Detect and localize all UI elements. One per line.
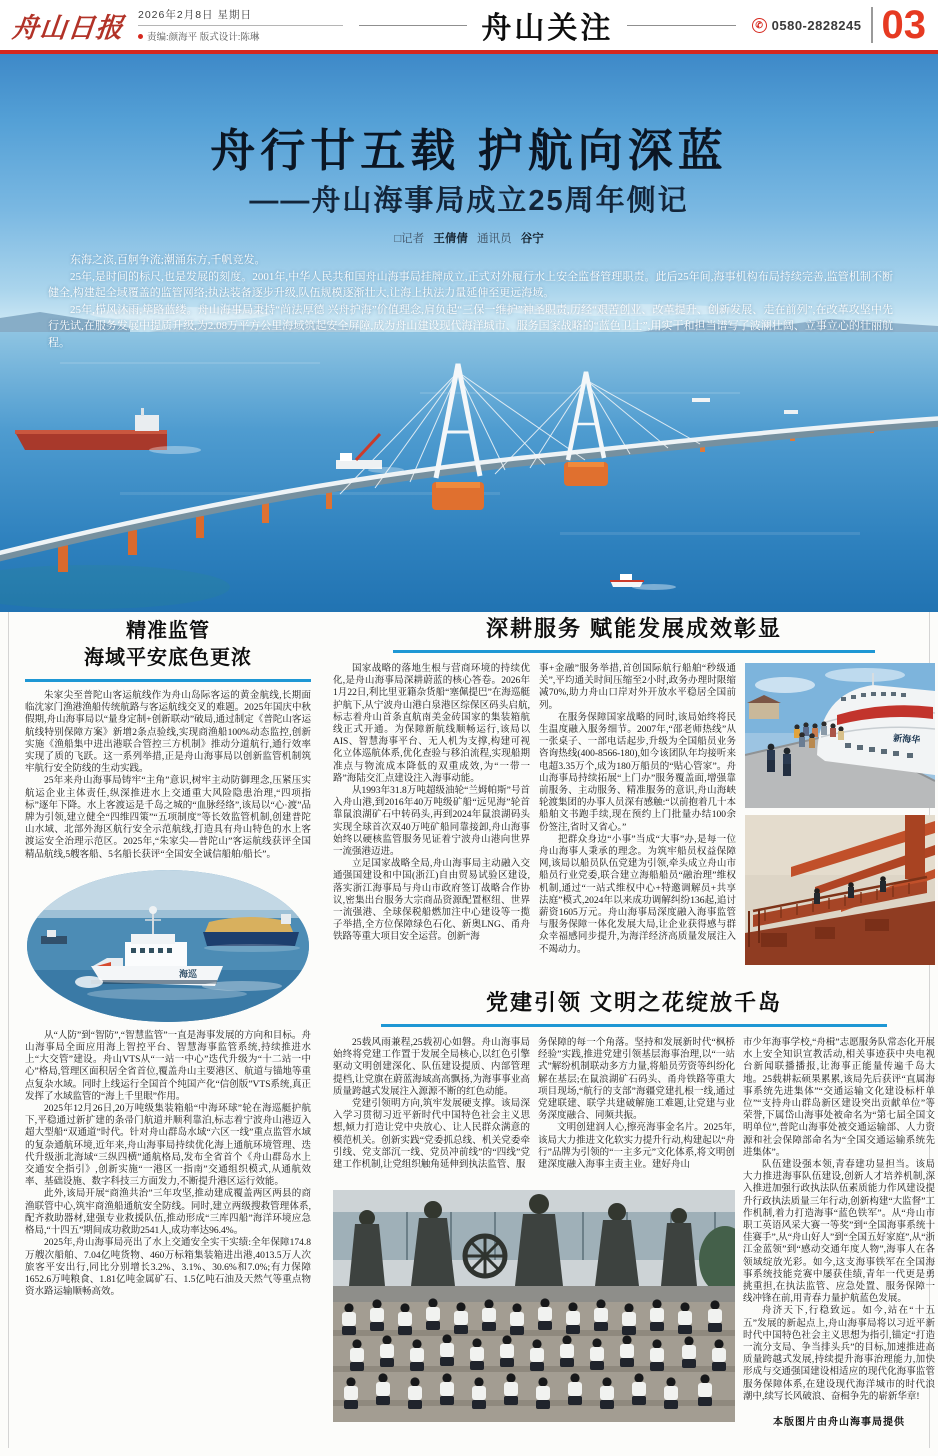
tower-base-top	[436, 482, 480, 488]
photo-credit: 本版图片由舟山海事局提供	[773, 1417, 905, 1429]
red-dot-icon	[138, 34, 143, 39]
article-title-party: 党建引领 文明之花绽放千岛	[485, 990, 783, 1015]
paragraph: 舟济天下,行稳致远。如今,站在“十五五”发展的新起点上,舟山海事局将以习近平新时代中国特色社会主义思想为指引,锚定“打造一流分支局、争当排头兵”的目标,加速推进高质量跨越式发展,持续提升海事治理能力,加快形成与交通强国建设相适应的现代化海事监管服务保障体系,在建设现代海洋城市的时代浪潮中,续写长风破浪、奋楫争先的崭新华章!	[743, 1306, 935, 1402]
paragraph: 朱家尖至普陀山客运航线作为舟山岛际客运的黄金航线,长期面临沈家门渔港渔船传统航路与客运航线交叉的难题。2025年国庆中秋假期,舟山海事局以“量身定制+创新联动”破局,通过制定《普陀山客运航线特别保障方案》新增2条点验线,实现商渔船100%动态监控,创新实施《渔船集中进出港联合管控三方机制》推动分道航行,通行效率实现了质的飞跃。这一系列举措,正是舟山海事局以创新监管机制筑牢航行安全防线的生动实践。	[25, 691, 311, 775]
page-header	[0, 0, 938, 50]
paragraph: 队伍建设强本领,青春建功显担当。该局大力推进海事队伍建设,创新人才培养机制,深入推进加强行政执法队伍素质能力作风建设提升行政执法质量三年行动,创新构建“大监督”工作机制,着力打造海事“蓝色铁军”。从“舟山市职工英语风采大赛一等奖”到“全国海事系统十佳赛手”,从“舟山好人”到“全国五好家庭”,从“浙江金蓝领”到“感动交通年度人物”,海事人在各领域绽放光彩。如今,这支海事铁军在全国海事系统技能竞赛中屡获佳绩,青年一代更是勇挑重担,在执法监管、应急处置、服务保障一线冲锋在前,用青春力量护航蓝色发展。	[743, 1160, 935, 1305]
paragraph: 党建引领明方向,筑牢发展硬支撑。该局深入学习贯彻习近平新时代中国特色社会主义思想,倾力打造让党中央放心、让人民群众满意的模范机关。创新实践“党委抓总线、机关党委牵引线、党支部沉一线、党员冲前线”的“四线”党建工作机制,让党组织触角延伸到执法监管、服	[333, 1099, 530, 1171]
service-col-2	[539, 663, 736, 965]
patrol-hull-text: 海巡	[179, 968, 198, 979]
paragraph: 市少年海事学校,“舟楫”志愿服务队常态化开展水上安全知识宣教活动,相关事迹获中央电视台新闻联播播报,让海事正能量传遍千岛大地。25载耕耘硕果累累,该局先后获评“直属海事系统先进集体”“交通运输文化建设标杆单位”“支持舟山群岛新区建设突出贡献单位”等荣誉,下属岱山海事处被命名为“第七届全国文明单位”,普陀山海事处被交通运输部、人力资源和社会保障部命名为“全国交通运输系统先进集体”。	[743, 1038, 935, 1158]
article-title-service: 深耕服务 赋能发展成效彰显	[485, 616, 783, 641]
main-headline: 舟行廿五载 护航向深蓝	[210, 125, 728, 176]
paragraph: 把群众身边“小事”当成“大事”办,是每一位舟山海事人秉承的理念。为筑牢船员权益保障网,该局以船员队伍党建为引领,牵头成立舟山市船员行业党委,联合建立海船船员“融治理”维权机制,通过“一站式维权中心+特邀调解员+共享法庭”模式,2024年以来成功调解纠纷136起,追讨薪资1605万元。舟山海事局深度融入海事监管与服务保障一体化发展大局,让企业获得感与群众幸福感同步提升,为海洋经济高质量发展注入不竭动力。	[539, 834, 736, 955]
byline-correspondent: 谷宁	[520, 233, 544, 245]
header-divider	[871, 7, 873, 43]
date-block	[138, 7, 343, 43]
page-date: 2026年2月8日 星期日	[138, 7, 343, 26]
intro-paragraph: 25年,是时间的标尺,也是发展的刻度。2001年,中华人民共和国舟山海事局挂牌成立,正式对外履行水上安全监督管理职责。此后25年间,海事机构布局持续完善,监管机制不断健全,构建起全域覆盖的监管网络;执法装备逐步升级,队伍规模逐渐壮大,让海上执法力量延伸至更远海域。	[48, 270, 893, 299]
intro-paragraph: 25年,栉风沐雨,筚路蓝缕。舟山海事局秉持“尚法厚德 兴舟护海”价值理念,肩负起“三保一维护”神圣职责,历经“艰苦创业、改革提升、创新发展、走在前列”,在改革攻坚中先行先试,在服务发展中提质升级,为2.08万平方公里海域筑起安全屏障,成为舟山建设现代海洋城市、服务国家战略的“蓝色卫士”,用实干和担当谱写了波澜壮阔、立事立心的壮丽航程。	[48, 303, 893, 349]
paragraph: 务保障的每一个角落。坚持和发展新时代“枫桥经验”实践,推进党建引领基层海事治理,以“一站式”解纷机制联动多方力量,将船员劳资等纠纷化解在基层;在鼠浪湖矿石码头、甬舟铁路等重大项目现场,“航行的支部”海疆党建扎根一线,通过党建联建、联学共建破解施工难题,让党建与业务深度融合、同频共振。	[538, 1038, 735, 1122]
group-photo	[333, 1190, 735, 1422]
phone-number: 0580-2828245	[771, 17, 862, 33]
phone-block	[752, 18, 862, 33]
paragraph: 事+金融”服务举措,首创国际航行船舶“秒级通关”,平均通关时间压缩至2小时,政务办理时限缩减70%,助力舟山口岸对外开放水平稳居全国前列。	[539, 664, 736, 711]
phone-icon: ✆	[752, 18, 767, 33]
page-number: 03	[881, 3, 926, 47]
banner-rule-right	[627, 25, 735, 26]
intro-block	[48, 252, 893, 351]
paragraph: 从“人防”到“智防”,“智慧监管”一直是海事发展的方向和目标。舟山海事局全面应用海上智控平台、智慧海事监管系统,持续推进水上“大交管”建设。舟山VTS从“一站一中心”迭代升级为“十二站一中心”格局,管理区面积居全省首位,覆盖舟山主要港区、航道与锚地等重点复杂水域。同时上线运行全国首个纯国产化“信创版”VTS系统,真正发挥了水域监管的“海上千里眼”作用。	[25, 1030, 311, 1102]
small-boat	[784, 410, 798, 414]
party-col-2	[538, 1037, 735, 1171]
title-line: 海域平安底色更浓	[84, 647, 252, 669]
paragraph: 25年来舟山海事局铸牢“主角”意识,树牢主动防御理念,压紧压实航运企业主体责任,纵深推进水上交通重大风险隐患治理,“四项指标”逐年下降。水上客渡运是千岛之城的“血脉经络”,该局以“心·渡”品牌为引领,建立健全“四维四策”“五项制度”等长效监管机制,创建普陀山水域、北部外海区航行安全示范航线,打造具有舟山特色的水上客渡运安全治理示范区。2025年,“朱家尖—普陀山”客运航线获评全国精品航线,5艘客船、5名船长获评“全国安全诚信船舶/船长”。	[25, 776, 311, 860]
paragraph: 2025年12月26日,20万吨级集装箱船“中海环球”轮在海巡艇护航下,平稳通过新扩建的条帚门航道并顺利靠泊,标志着宁波舟山港迈入超大型船“双通道”时代。针对舟山群岛水域“六区一线”重点监管水域的复杂通航环境,近年来,舟山海事局持续优化海上通航环境管理、迭代升级浙北海域“三纵四横”通航格局,发布全省首个《舟山群岛水上交通安全指引》,创新实施“一港区一指南”交通组织模式,从通航效率、基础设施、数字科技三方面发力,不断提升港区运行效能。	[25, 1104, 311, 1188]
article-precision	[25, 618, 311, 1298]
blue-rule	[393, 650, 875, 653]
pier-building	[749, 703, 779, 719]
newspaper-logo: 舟山日报	[10, 12, 126, 44]
editors-line	[138, 26, 343, 43]
section-banner	[359, 3, 736, 47]
header-right	[752, 5, 926, 45]
byline-label: 通讯员	[477, 233, 512, 245]
title-line: 精准监管	[126, 620, 210, 642]
article-party	[333, 986, 935, 1428]
paragraph: 国家战略的落地生根与营商环境的持续优化,是舟山海事局深耕蔚蓝的核心答卷。2026年1月22日,利比里亚籍杂货船“塞佩提巴”在海巡艇护航下,从宁波舟山港白泉港区综保区码头启航,标志着舟山首条直航南美金砖国家的集装箱航线正式开通。为保障新航线顺畅运行,该局以AIS、智慧海事平台、无人机为支撑,构建可视化立体巡航体系,优化查验与移泊流程,实现船期准点与物流成本降低的双重成效,为“一带一路”海陆交汇点建设注入海事动能。	[333, 664, 530, 784]
small-boat	[692, 398, 710, 402]
photo-stack	[745, 663, 935, 965]
paragraph: 2025年,舟山海事局亮出了水上交通安全实干实绩:全年保障174.8万艘次船舶、7.04亿吨货物、460万标箱集装箱进出港,4013.5万人次旅客平安出行,同比分别增长3.2%、3.1%、30.6%和7.0%;有力保障1652.6万吨粮食、1.81亿吨金属矿石、1.5亿吨石油及天然气等重点物资水路运输顺畅高效。	[25, 1238, 311, 1298]
hero-bridge-photo	[0, 54, 938, 612]
party-col-3	[743, 1037, 935, 1428]
sub-headline: ——舟山海事局成立25周年侧记	[249, 185, 689, 217]
byline	[0, 230, 938, 246]
blue-rule	[381, 1024, 887, 1027]
party-col-1	[333, 1037, 530, 1171]
article-service	[333, 612, 935, 965]
section-title: 舟山关注	[481, 12, 614, 45]
intro-paragraph: 东海之滨,百舸争流;潮涌东方,千帆竞发。	[70, 254, 266, 266]
passenger-ship-photo	[745, 663, 935, 808]
editors-text: 责编:颜海平 版式设计:陈琳	[147, 32, 260, 43]
article-title-precision	[25, 618, 311, 672]
blue-rule	[25, 679, 311, 682]
paragraph: 文明创建润人心,擦亮海事金名片。2025年,该局大力推进文化软实力提升行动,构建起以“舟行”品牌为引领的“一主多元”文化体系,将文明创建深度融入海事主责主业。建好舟山	[538, 1123, 735, 1171]
banner-rule-left	[359, 25, 467, 26]
paragraph: 此外,该局开展“商渔共治”三年攻坚,推动建成覆盖两区两县的商渔联管中心,筑牢商渔船通航安全防线。同时,建立两级搜救管理体系,配齐救助器材,建强专业救援队伍,推动形成“三库四船”海洋环境应急格局,“十四五”期间成功救助2541人,成功率达96.4%。	[25, 1189, 311, 1237]
paragraph: 从1993年31.8万吨超级油轮“兰姆帕斯”号首入舟山港,到2016年40万吨级矿船“远见海”轮首靠鼠浪湖矿石中转码头,再到2024年鼠浪湖码头实现全球首次双40万吨矿船同靠接卸,舟山海事始终以硬核监管服务见证着宁波舟山港向世界一流强港迈进。	[333, 786, 530, 858]
paragraph: 25载风雨兼程,25载初心如磐。舟山海事局始终将党建工作置于发展全局核心,以红色引擎驱动文明创建深化、队伍建设提质、内部管理提档,让党旗在蔚蓝海域高高飘扬,为海事事业高质量跨越式发展注入源源不断的红色动能。	[333, 1038, 530, 1097]
patrol-ship-photo	[27, 870, 309, 1022]
ship-name-text: 新海华	[892, 733, 921, 745]
tower-base-top	[568, 462, 604, 467]
paragraph: 立足国家战略全局,舟山海事局主动融入交通强国建设和中国(浙江)自由贸易试验区建设,落实浙江海事局与舟山市政府签订战略合作协议,密集出台服务大宗商品资源配置枢纽、世界一流强港、全球保税船燃加注中心建设等一揽子举措,全方位保障绿色石化、新奥LNG、甬舟铁路等重大项目安全运营。创新“海	[333, 859, 530, 943]
paragraph: 在服务保障国家战略的同时,该局始终将民生温度融入服务细节。2007年,“邵老师热线”从一张桌子、一部电话起步,升级为全国船员业务咨询热线(400-8566-180),如今该团队年均接听来电超3.35万个,成为180万船员的“贴心管家”。舟山海事局持续拓展“上门办”服务覆盖面,增强靠前服务、主动服务、精准服务的意识,舟山海峡轮渡集团的办事人员深有感触:“以前抱着几十本船舶文书跑手续,现在预约上门批量办结100余份签注,省时又省心。”	[539, 712, 736, 833]
byline-label: □记者	[394, 233, 425, 245]
byline-reporter: 王倩倩	[433, 233, 468, 245]
ore-terminal-photo	[745, 815, 935, 965]
service-col-1	[333, 663, 530, 965]
